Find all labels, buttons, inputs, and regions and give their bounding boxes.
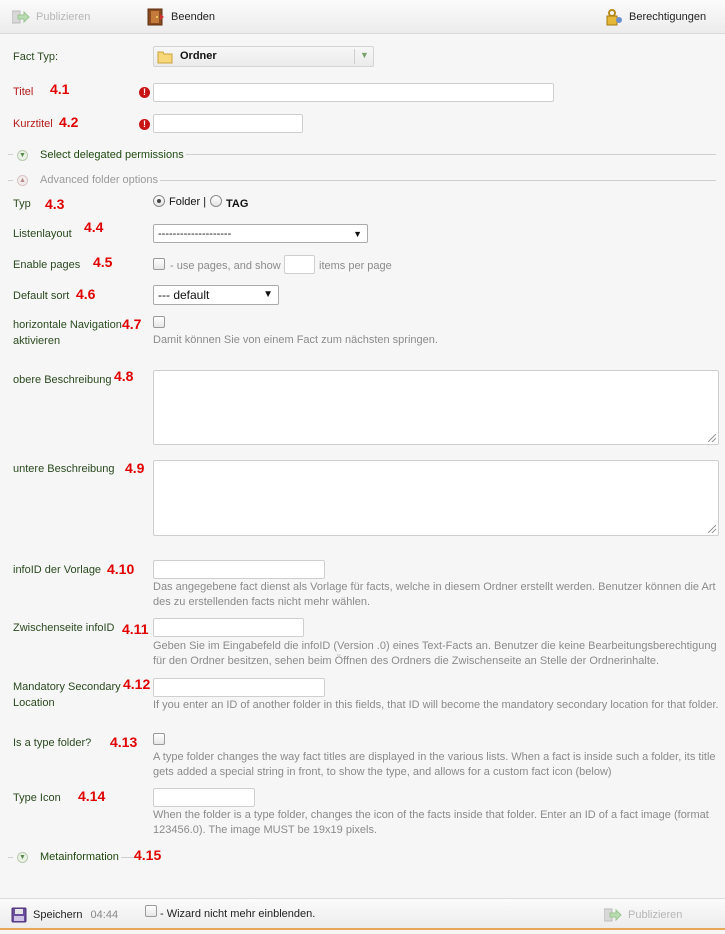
short-title-input[interactable] [153,114,303,133]
type-icon-input[interactable] [153,788,255,807]
type-icon-help-line1: When the folder is a type folder, changes the icon of the facts inside that folder. Enter an ID of a fact image (format [153,809,709,821]
default-sort-label: Default sort [13,290,70,302]
horizontal-nav-checkbox[interactable] [153,316,165,328]
upper-description-label: obere Beschreibung [13,374,112,386]
intermediate-infoid-label: Zwischenseite infoID [13,622,115,634]
fact-type-chevron-icon: ▼ [360,50,369,60]
required-error-icon: ! [139,119,150,130]
type-folder-help-line2: gets added a special string in front, to show the type, and allows for a custom fact icon (below) [153,766,612,778]
save-disk-icon [11,907,27,923]
title-label: Titel [13,86,34,98]
type-tag-label: TAG [226,198,249,210]
section-divider [186,154,716,155]
template-infoid-help-line2: des zu erstellenden facts nicht mehr wählen. [153,596,371,608]
lower-description-textarea[interactable] [153,460,719,536]
resize-grip-icon[interactable] [708,434,716,442]
enable-pages-label: Enable pages [13,259,81,271]
wizard-hide-label: - Wizard nicht mehr einblenden. [160,908,316,920]
collapse-chevron-icon[interactable]: ▲ [17,175,28,186]
template-infoid-annotation: 4.10 [107,561,135,577]
short-title-annotation: 4.2 [59,114,79,130]
section-divider [160,180,716,181]
publish-arrow-icon [604,907,622,923]
type-folder-label: Folder | [169,196,207,208]
enable-pages-checkbox[interactable] [153,258,165,270]
type-folder-annotation: 4.13 [110,734,138,750]
section-divider [8,154,13,155]
publish-button[interactable] [12,9,90,25]
list-layout-annotation: 4.4 [84,219,104,235]
type-icon-annotation: 4.14 [78,788,106,804]
mandatory-location-input[interactable] [153,678,325,697]
section-divider [121,857,135,858]
publish-label-bottom: Publizieren [628,909,683,921]
fact-type-value: Ordner [180,50,217,62]
title-annotation: 4.1 [50,81,70,97]
mandatory-location-label-line2: Location [13,697,55,709]
default-sort-select[interactable] [153,285,279,305]
horizontal-nav-help: Damit können Sie von einem Fact zum nächsten springen. [153,334,438,346]
title-input[interactable] [153,83,554,102]
type-icon-label: Type Icon [13,792,61,804]
intermediate-infoid-help-line1: Geben Sie im Eingabefeld die infoID (Version .0) eines Text-Facts an. Benutzer die keine Bearbeitungsberechtigung [153,640,717,652]
save-label: Speichern [33,909,83,921]
type-folder-help-line1: A type folder changes the way fact titles are displayed in the various lists. When a fact is inside such a folder, its title [153,751,716,763]
required-error-icon: ! [139,87,150,98]
metainformation-toggle[interactable]: Metainformation [40,851,119,863]
advanced-options-toggle[interactable]: Advanced folder options [40,174,159,186]
dropdown-arrow-icon: ▼ [353,229,362,239]
enable-pages-text-before: - use pages, and show [170,260,281,272]
horizontal-nav-annotation: 4.7 [122,316,142,332]
fact-type-divider [354,49,355,64]
short-title-label: Kurztitel [13,118,53,130]
list-layout-select[interactable] [153,224,368,243]
section-divider [8,857,13,858]
door-exit-icon [147,8,165,26]
wizard-hide-checkbox[interactable] [145,905,157,917]
fact-type-selector[interactable] [153,46,374,67]
template-infoid-label: infoID der Vorlage [13,564,102,576]
save-button[interactable] [11,907,118,923]
type-folder-label: Is a type folder? [13,737,92,749]
upper-description-textarea[interactable] [153,370,719,445]
folder-icon [157,50,173,64]
upper-description-annotation: 4.8 [114,368,134,384]
mandatory-location-help: If you enter an ID of another folder in this fields, that ID will become the mandatory secondary location for that folder. [153,699,719,711]
default-sort-annotation: 4.6 [76,286,96,302]
horizontal-nav-label-line1: horizontale Navigation [13,319,122,331]
save-time: 04:44 [90,909,119,921]
top-toolbar [0,0,725,34]
quit-button[interactable] [147,8,215,26]
type-label: Typ [13,198,31,210]
mandatory-location-label-line1: Mandatory Secondary [13,681,121,693]
type-folder-checkbox[interactable] [153,733,165,745]
permissions-label: Berechtigungen [629,11,707,23]
mandatory-location-annotation: 4.12 [123,676,151,692]
list-layout-label: Listenlayout [13,228,72,240]
permissions-button[interactable] [605,8,706,26]
bottom-toolbar [0,898,725,930]
publish-label: Publizieren [36,11,91,23]
intermediate-infoid-input[interactable] [153,618,304,637]
dropdown-arrow-icon: ▼ [263,289,273,300]
publish-arrow-icon [12,9,30,25]
list-layout-value: -------------------- [158,228,232,240]
publish-button-bottom[interactable] [604,907,682,923]
items-per-page-input[interactable] [284,255,315,274]
expand-chevron-icon[interactable]: ▼ [17,852,28,863]
resize-grip-icon[interactable] [708,525,716,533]
lower-description-annotation: 4.9 [125,460,145,476]
template-infoid-help-line1: Das angegebene fact dienst als Vorlage für facts, welche in diesem Ordner erstellt werden. Benutzer können die Art [153,581,716,593]
expand-chevron-icon[interactable]: ▼ [17,150,28,161]
quit-label: Beenden [171,11,216,23]
enable-pages-annotation: 4.5 [93,254,113,270]
intermediate-infoid-help-line2: für den Ordner besitzen, sehen beim Öffnen des Ordners die Zwischenseite an Stelle der Ordnerinhalte. [153,655,660,667]
lower-description-label: untere Beschreibung [13,463,115,475]
permissions-lock-icon [605,8,623,26]
type-icon-help-line2: 123456.0). The image MUST be 19x19 pixels. [153,824,378,836]
type-folder-radio[interactable] [153,195,165,207]
template-infoid-input[interactable] [153,560,325,579]
metainformation-annotation: 4.15 [134,847,162,863]
enable-pages-text-after: items per page [319,260,392,272]
default-sort-value: --- default [158,288,210,302]
type-annotation: 4.3 [45,196,65,212]
intermediate-infoid-annotation: 4.11 [122,621,149,637]
section-divider [8,180,13,181]
fact-type-label: Fact Typ: [13,51,59,63]
horizontal-nav-label-line2: aktivieren [13,335,61,347]
type-tag-radio[interactable] [210,195,222,207]
delegated-permissions-toggle[interactable]: Select delegated permissions [40,149,184,161]
